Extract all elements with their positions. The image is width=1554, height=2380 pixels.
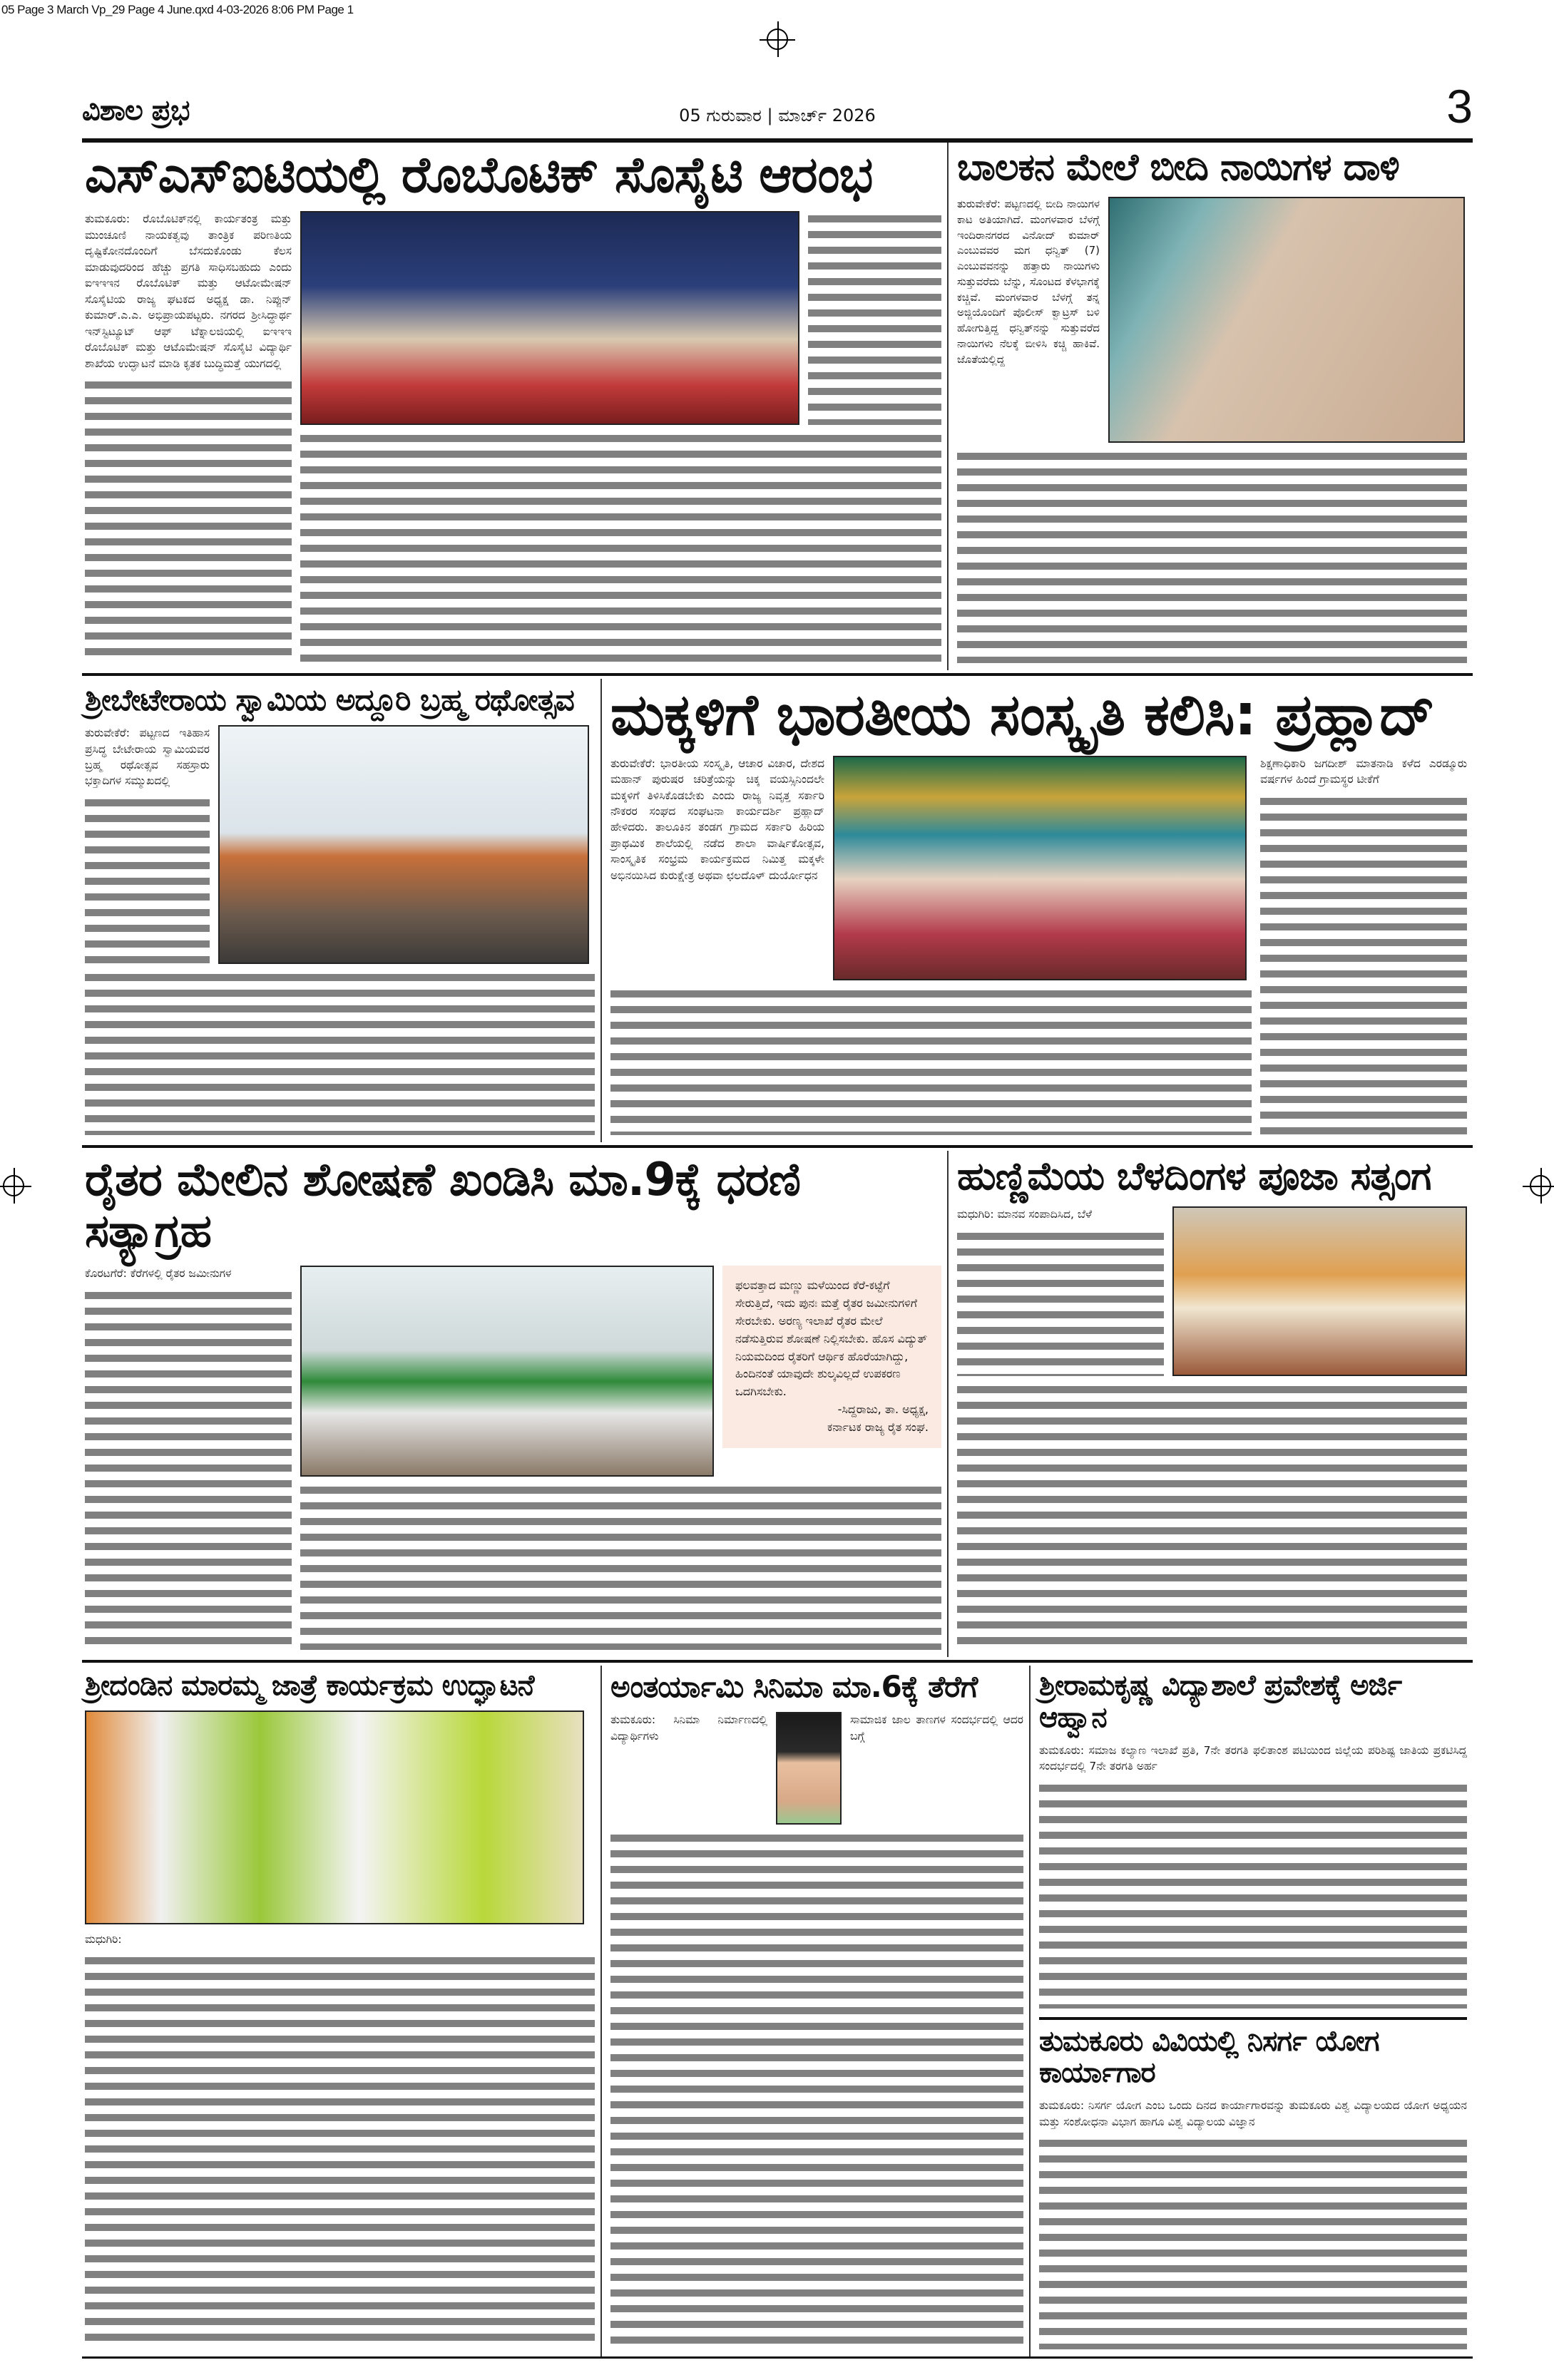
headline: ರೈತರ ಮೇಲಿನ ಶೋಷಣೆ ಖಂಡಿಸಿ ಮಾ.9ಕ್ಕೆ ಧರಣಿ ಸತ್ಯಾಗ್ರಹ <box>85 1154 800 1258</box>
article-lead: ತುರುವೇಕೆರೆ: ಪಟ್ಟಣದ ಇತಿಹಾಸ ಪ್ರಸಿದ್ಧ ಬೇಟೇರಾಯ ಸ್ವಾಮಿಯವರ ಬ್ರಹ್ಮ ರಥೋತ್ಸವ ಸಹಸ್ರಾರು ಭಕ್ತಾದಿಗಳ ಸಮ್ಮುಖದಲ್ಲಿ <box>85 727 210 788</box>
headline: ಬಾಲಕನ ಮೇಲೆ ಬೀದಿ ನಾಯಿಗಳ ದಾಳಿ <box>957 146 1399 189</box>
photo-school-annual-day <box>833 756 1247 980</box>
row-2 <box>82 679 1473 1142</box>
quote-author: -ಸಿದ್ದರಾಜು, ತಾ. ಅಧ್ಯಕ್ಷ, <box>837 1402 929 1416</box>
article-lead: ತುಮಕೂರು: ಸಮಾಜ ಕಲ್ಯಾಣ ಇಲಾಖೆ ಪ್ರತಿ, 7ನೇ ತರಗತಿ ಫಲಿತಾಂಶ ಪಟಿಯಿಂದ ಜಿಲ್ಲೆಯ ಪರಿಶಿಷ್ಟ ಜಾತಿಯ ಪ್ರಕಟಿಸಿದ್ದ ಸಂದರ್ಭದಲ್ಲಿ 7ನೇ ತರಗತಿ ಅರ್ಹ <box>1039 1743 1467 1773</box>
photo-chariot-festival <box>218 725 589 964</box>
article-lead: ತುಮಕೂರು: ರೊಬೊಟಿಕ್‌ನಲ್ಲಿ ಕಾರ್ಯತಂತ್ರ ಮತ್ತು ಮುಂಚೂಣಿ ನಾಯಕತ್ವವು ತಾಂತ್ರಿಕ ಪರಿಣತಿಯ ದೃಷ್ಟಿಕೋನದೊಂದಿಗೆ ಬೆಸದುಕೊಂಡು ಕೆಲಸ ಮಾಡುವುದರಿಂದ ಹೆಚ್ಚು ಪ್ರಗತಿ ಸಾಧಿಸಬಹುದು ಎಂದು ಐಇಇಇನ ರೊಬೊಟಿಕ್ ಮತ್ತು ಆಟೋಮೇಷನ್ ಸೊಸೈಟಿಯ ರಾಜ್ಯ ಘಟಕದ ಅಧ್ಯಕ್ಷ ಡಾ. ನಿಪ್ಪುನ್ ಕುಮಾರ್.ಎ.ಎ. ಅಭಿಪ್ರಾಯಪಟ್ಟರು. ನಗರದ ಶ್ರೀಸಿದ್ಧಾರ್ಥ ಇನ್‌ಸ್ಟಿಟ್ಯೂಟ್ ಆಫ್ ಟೆಕ್ನಾಲಜಿಯಲ್ಲಿ ಐಇಇಇ ರೊಬೊಟಿಕ್ ಮತ್ತು ಆಟೊಮೇಷನ್ ಸೊಸೈಟಿ ವಿದ್ಯಾರ್ಥಿ ಶಾಖೆಯ ಉದ್ಘಾಟನೆ ಮಾಡಿ ಕೃತಕ ಬುದ್ಧಿಮತ್ತೆ ಯುಗದಲ್ಲಿ <box>85 212 292 370</box>
article-body <box>300 431 941 663</box>
article-body <box>957 1229 1164 1377</box>
article-jatre <box>82 1666 600 2356</box>
headline: ಎಸ್‌ಎಸ್‌ಐಟಿಯಲ್ಲಿ ರೊಬೊಟಿಕ್ ಸೊಸೈಟಿ ಆರಂಭ <box>85 145 873 204</box>
registration-mark-icon <box>3 1175 24 1196</box>
article-body <box>85 970 595 1135</box>
article-farmers-protest <box>82 1151 947 1657</box>
row-1 <box>82 143 1473 670</box>
article-body <box>300 1482 941 1650</box>
headline: ಹುಣ್ಣಿಮೆಯ ಬೆಳದಿಂಗಳ ಪೂಜಾ ಸತ್ಸಂಗ <box>957 1154 1431 1199</box>
article-cinema <box>600 1666 1029 2356</box>
article-lead: ತುರುವೇಕೆರೆ: ಭಾರತೀಯ ಸಂಸ್ಕೃತಿ, ಆಚಾರ ವಿಚಾರ, ದೇಶದ ಮಹಾನ್ ಪುರುಷರ ಚರಿತ್ರೆಯನ್ನು ಚಿಕ್ಕ ವಯಸ್ಸಿನಿಂದಲೇ ಮಕ್ಕಳಿಗೆ ತಿಳಿಸಿಕೊಡಬೇಕು ಎಂದು ರಾಜ್ಯ ನಿವೃತ್ತ ಸರ್ಕಾರಿ ನೌಕರರ ಸಂಘದ ಸಂಘಟನಾ ಕಾರ್ಯದರ್ಶಿ ಪ್ರಹ್ಲಾದ್ ಹೇಳಿದರು. ತಾಲೂಕಿನ ತಂಡಗ ಗ್ರಾಮದ ಸರ್ಕಾರಿ ಹಿರಿಯ ಪ್ರಾಥಮಿಕ ಶಾಲೆಯಲ್ಲಿ ನಡೆದ ಶಾಲಾ ವಾರ್ಷಿಕೋತ್ಸವ, ಸಾಂಸ್ಕೃತಿಕ ಸಂಭ್ರಮ ಕಾರ್ಯಕ್ರಮದ ನಿಮಿತ್ತ ಮಕ್ಕಳೇ ಅಭಿನಯಿಸಿದ ಕುರುಕ್ಷೇತ್ರ ಅಥವಾ ಛಲದೊಳ್ ದುರ್ಯೋಧನ <box>610 756 824 882</box>
article-body <box>1260 794 1467 1135</box>
article-body <box>85 377 292 663</box>
photo-robotics-society <box>300 211 799 425</box>
article-body <box>85 1288 292 1650</box>
headline: ತುಮಕೂರು ವಿವಿಯಲ್ಲಿ ನಿಸರ್ಗ ಯೋಗ ಕಾರ್ಯಾಗಾರ <box>1039 2024 1379 2090</box>
print-slug: 05 Page 3 March Vp_29 Page 4 June.qxd 4-03-2026 8:06 PM Page 1 <box>1 3 354 16</box>
quote-text: ಫಲವತ್ತಾದ ಮಣ್ಣು ಮಳೆಯಿಂದ ಕೆರೆ-ಕಟ್ಟೆಗೆ ಸೇರುತ್ತಿದೆ, ಇದು ಪುನಃ ಮತ್ತೆ ರೈತರ ಜಮೀನುಗಳಿಗೆ ಸೇರಬೇಕು. ಅರಣ್ಯ ಇಲಾಖೆ ರೈತರ ಮೇಲೆ ನಡೆಸುತ್ತಿರುವ ಶೋಷಣೆ ನಿಲ್ಲಿಸಬೇಕು. ಹೊಸ ವಿದ್ಯುತ್ ನಿಯಮದಿಂದ ರೈತರಿಗೆ ಆರ್ಥಿಕ ಹೊರೆಯಾಗಿದ್ದು, ಹಿಂದಿನಂತೆ ಯಾವುದೇ ಶುಲ್ಕವಿಲ್ಲದೆ ಉಪಕರಣ ಒದಗಿಸಬೇಕು. <box>735 1278 928 1399</box>
photo-jatre-inauguration <box>85 1710 584 1924</box>
article-lead: ಮಧುಗಿರಿ: <box>85 1932 122 1946</box>
section-rule <box>82 673 1473 676</box>
article-body <box>85 795 210 964</box>
article-lead: ಮಧುಗಿರಿ: ಮಾನವ ಸಂಪಾದಿಸಿದ, ಬೆಳೆ <box>957 1208 1093 1221</box>
page-number: 3 <box>1446 80 1473 133</box>
article-lead: ಕೊರಟಗೆರೆ: ಕೆರೆಗಳಲ್ಲಿ ರೈತರ ಜಮೀನುಗಳ <box>85 1267 232 1281</box>
article-puja-satsang <box>947 1151 1473 1657</box>
issue-date: 05 ಗುರುವಾರ | ಮಾರ್ಚ್ 2026 <box>679 106 876 125</box>
headline: ಶ್ರೀದಂಡಿನ ಮಾರಮ್ಮ ಜಾತ್ರೆ ಕಾರ್ಯಕ್ರಮ ಉದ್ಘಾಟನೆ <box>85 1669 534 1702</box>
photo-portrait <box>776 1712 842 1825</box>
registration-mark-icon <box>1530 1175 1551 1196</box>
article-body <box>1039 2135 1467 2349</box>
headline: ಶ್ರೀಬೇಟೇರಾಯ ಸ್ವಾಮಿಯ ಅದ್ದೂರಿ ಬ್ರಹ್ಮ ರಥೋತ್ಸವ <box>85 682 574 717</box>
article-body <box>610 1830 1023 2349</box>
row-4 <box>82 1666 1473 2356</box>
article-body <box>957 1382 1467 1650</box>
article-side-text: ಸಾಮಾಜಿಕ ಜಾಲ ತಾಣಗಳ ಸಂದರ್ಭದಲ್ಲಿ ಆದರ ಬಗ್ಗೆ <box>850 1713 1023 1743</box>
quote-organisation: ಕರ್ನಾಟಕ ರಾಜ್ಯ ರೈತ ಸಂಘ. <box>827 1420 929 1434</box>
article-body <box>808 211 941 425</box>
article-lead: ತುಮಕೂರು: ಸಿನಿಮಾ ನಿರ್ಮಾಣದಲ್ಲಿ ವಿದ್ಯಾರ್ಥಿಗಳು <box>610 1713 767 1743</box>
article-chariot-festival <box>82 679 600 1142</box>
article-indian-culture <box>600 679 1473 1142</box>
article-body <box>85 1953 595 2349</box>
headline: ಅಂತರ್ಯಾಮಿ ಸಿನಿಮಾ ಮಾ.6ಕ್ಕೆ ತೆರೆಗೆ <box>610 1669 978 1704</box>
article-lead: ತುರುವೇಕೆರೆ: ಪಟ್ಟಣದಲ್ಲಿ ಬೀದಿ ನಾಯಿಗಳ ಕಾಟ ಅತಿಯಾಗಿದೆ. ಮಂಗಳವಾರ ಬೆಳಗ್ಗೆ ಇಂದಿರಾನಗರದ ವಿನೋದ್ ಕುಮಾರ್ ಎಂಬುವವರ ಮಗ ಧನ್ವಿತ್ (7) ಎಂಬುವವನನ್ನು ಹತ್ತಾರು ನಾಯಿಗಳು ಸುತ್ತುವರೆದು ಬೆನ್ನು, ಸೊಂಟದ ಕೆಳಭಾಗಕ್ಕೆ ಕಚ್ಚಿವೆ. ಮಂಗಳವಾರ ಬೆಳಗ್ಗೆ ತನ್ನ ಅಜ್ಜಿಯೊಂದಿಗೆ ಪೊಲೀಸ್ ಕ್ವಾಟ್ರಸ್ ಬಳಿ ಹೋಗುತ್ತಿದ್ದ ಧನ್ವಿತ್‌ನನ್ನು ಸುತ್ತುವರೆದ ನಾಯಿಗಳು ನೆಲಕ್ಕೆ ಬೀಳಿಸಿ ಕಚ್ಚಿ ಹಾಕಿವೆ. ಜೊತೆಯಲ್ಲಿದ್ದ <box>957 198 1100 366</box>
row-3 <box>82 1151 1473 1657</box>
article-side-text: ಶಿಕ್ಷಣಾಧಿಕಾರಿ ಜಗದೀಶ್ ಮಾತನಾಡಿ ಕಳೆದ ಎರಡ್ಮೂರು ವರ್ಷಗಳ ಹಿಂದೆ ಗ್ರಾಮಸ್ಥರ ಟೀಕೆಗೆ <box>1260 756 1467 786</box>
article-body <box>1039 1780 1467 2009</box>
article-body <box>957 448 1467 663</box>
photo-dog-bite-injury <box>1108 197 1465 443</box>
headline: ಮಕ್ಕಳಿಗೆ ಭಾರತೀಯ ಸಂಸ್ಕೃತಿ ಕಲಿಸಿ: ಪ್ರಹ್ಲಾದ್ <box>610 682 1434 748</box>
article-robotics <box>82 143 947 670</box>
article-dog-attack <box>947 143 1473 670</box>
article-column-right <box>1029 1666 1473 2356</box>
photo-puja-satsang <box>1172 1206 1467 1376</box>
quote-box <box>722 1266 941 1447</box>
headline: ಶ್ರೀರಾಮಕೃಷ್ಣ ವಿದ್ಯಾಶಾಲೆ ಪ್ರವೇಶಕ್ಕೆ ಅರ್ಜಿ ಆಹ್ವಾನ <box>1039 1669 1402 1734</box>
newspaper-page <box>82 0 1473 2380</box>
article-body <box>610 986 1252 1135</box>
masthead <box>82 78 1473 138</box>
section-rule <box>82 1145 1473 1148</box>
section-rule <box>82 1660 1473 1663</box>
masthead-logo: ವಿಶಾಲ ಪ್ರಭ <box>82 94 190 127</box>
article-lead: ತುಮಕೂರು: ನಿಸರ್ಗ ಯೋಗ ಎಂಬ ಒಂದು ದಿನದ ಕಾರ್ಯಾಗಾರವನ್ನು ತುಮಕೂರು ವಿಶ್ವ ವಿದ್ಯಾಲಯದ ಯೋಗ ಅಧ್ಯಯನ ಮತ್ತು ಸಂಶೋಧನಾ ವಿಭಾಗ ಹಾಗೂ ವಿಶ್ವ ವಿದ್ಯಾಲಯ ವಿಜ್ಞಾನ <box>1039 2099 1467 2128</box>
section-rule <box>1039 2017 1467 2020</box>
photo-farmers-protest <box>300 1266 714 1477</box>
